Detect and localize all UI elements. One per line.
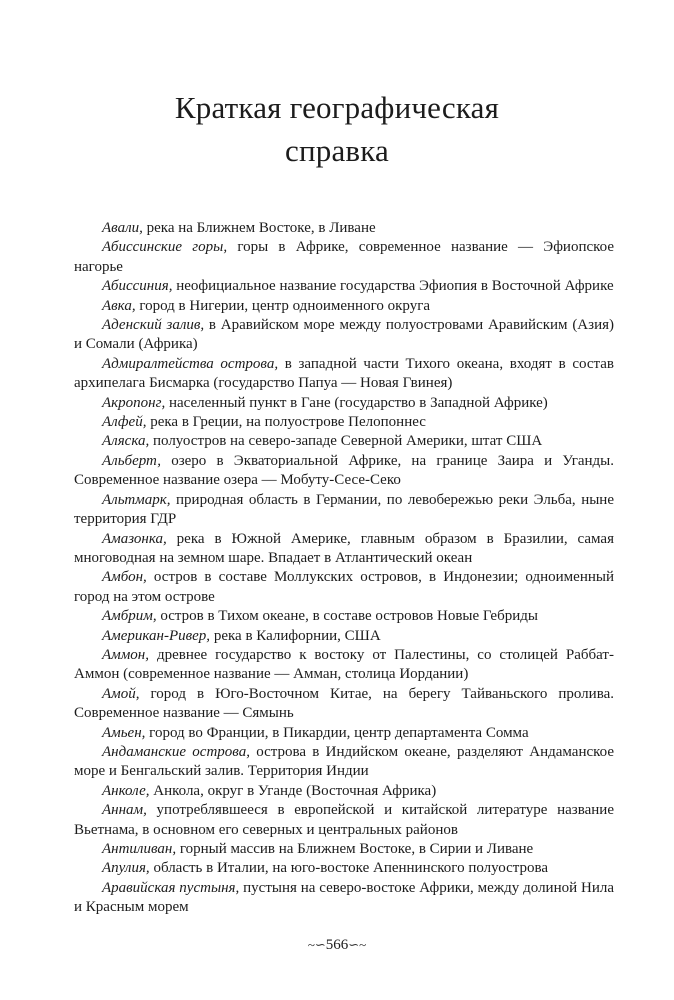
glossary-entry xyxy=(74,413,614,432)
entry-definition: город в Нигерии, центр одноименного округа xyxy=(135,297,431,314)
entry-definition: в западной части Тихого океана, входят в состав архипелага Бисмарка (государство Папуа — Новая Гвинея) xyxy=(74,355,614,392)
entry-definition: река в Южной Америке, главным образом в Бразилии, самая многоводная на земном шаре. Впадает в Атлантический океан xyxy=(74,530,614,566)
entry-definition: город во Франции, в Пикардии, центр департамента Сомма xyxy=(145,724,529,741)
glossary-entry xyxy=(74,432,614,451)
glossary-entry xyxy=(74,743,614,782)
entry-definition: река в Калифорнии, США xyxy=(210,627,381,644)
entry-term: Американ-Ривер, xyxy=(102,627,211,644)
entry-definition: горы в Африке, современное название — Эфиопское нагорье xyxy=(74,239,614,275)
glossary-entry xyxy=(74,530,614,569)
glossary-entry xyxy=(74,879,614,918)
entry-term: Авали, xyxy=(102,220,143,236)
entry-definition: древнее государство к востоку от Палестины, со столицей Раббат-Аммон (современное название — Амман, столица Иордании) xyxy=(74,646,614,683)
entry-term: Алфей, xyxy=(102,414,147,431)
entry-definition: остров в составе Моллукских островов, в Индонезии; одноименный город на этом острове xyxy=(74,569,614,605)
glossary-entry xyxy=(74,355,614,394)
entry-term: Анколе, xyxy=(102,782,150,799)
entry-definition: неофициальное название государства Эфиопия в Восточной Африке xyxy=(172,278,614,295)
entry-term: Амбон, xyxy=(102,569,147,586)
entry-definition: горный массив на Ближнем Востоке, в Сирии и Ливане xyxy=(176,841,534,857)
entry-term: Аденский залив, xyxy=(102,317,205,334)
entry-definition: остров в Тихом океане, в составе островов Новые Гебриды xyxy=(156,608,538,625)
entry-term: Акропонг, xyxy=(102,394,166,411)
entry-term: Альтмарк, xyxy=(102,491,171,508)
entry-term: Абиссинские горы, xyxy=(102,239,228,256)
entry-definition: полуостров на северо-западе Северной Америки, штат США xyxy=(149,433,543,450)
entry-definition: в Аравийском море между полуостровами Аравийским (Азия) и Сомали (Африка) xyxy=(74,317,614,353)
ornament-right-icon: ∽~ xyxy=(348,937,367,952)
glossary-entry xyxy=(74,782,614,801)
glossary-entry xyxy=(74,607,614,626)
glossary-entry xyxy=(74,238,614,277)
entry-term: Антиливан, xyxy=(102,841,177,857)
entry-term: Амбрим, xyxy=(102,608,157,625)
entry-term: Амой, xyxy=(102,685,140,702)
glossary-entries xyxy=(74,219,614,918)
glossary-entry xyxy=(74,646,614,685)
glossary-entry xyxy=(74,724,614,743)
entry-term: Аммон, xyxy=(102,646,149,663)
entry-term: Апулия, xyxy=(102,860,150,877)
glossary-entry xyxy=(74,627,614,646)
page-footer xyxy=(0,935,674,955)
glossary-entry xyxy=(74,297,614,316)
page-title xyxy=(0,86,674,172)
entry-definition: острова в Индийском океане, разделяют Андаманское море и Бенгальский залив. Территория Индии xyxy=(74,743,614,780)
glossary-entry xyxy=(74,219,614,238)
entry-definition: пустыня на северо-востоке Африки, между долиной Нила и Красным морем xyxy=(74,879,614,916)
glossary-entry xyxy=(74,277,614,296)
entry-definition: город в Юго-Восточном Китае, на берегу Тайваньского пролива. Современное название — Сямынь xyxy=(74,685,614,722)
entry-term: Адмиралтейства острова, xyxy=(102,355,279,372)
glossary-entry xyxy=(74,394,614,413)
glossary-entry xyxy=(74,568,614,607)
ornament-left-icon: ~∽ xyxy=(307,937,326,952)
entry-term: Амьен, xyxy=(102,724,146,741)
entry-term: Аляска, xyxy=(102,433,150,450)
glossary-entry xyxy=(74,859,614,878)
glossary-entry xyxy=(74,840,614,859)
entry-definition: населенный пункт в Гане (государство в Западной Африке) xyxy=(165,394,548,411)
entry-term: Аннам, xyxy=(102,802,147,819)
title-line-2: справка xyxy=(285,133,389,168)
glossary-entry xyxy=(74,685,614,724)
entry-term: Альберт, xyxy=(102,452,161,469)
glossary-entry xyxy=(74,801,614,840)
glossary-entry xyxy=(74,491,614,530)
entry-definition: Анкола, округ в Уганде (Восточная Африка) xyxy=(149,782,437,799)
entry-term: Амазонка, xyxy=(102,530,167,547)
entry-definition: река в Греции, на полуострове Пелопоннес xyxy=(146,414,426,431)
entry-term: Аравийская пустыня, xyxy=(102,879,240,896)
entry-term: Андаманские острова, xyxy=(102,743,250,760)
entry-term: Авка, xyxy=(102,297,136,314)
entry-definition: область в Италии, на юго-востоке Апеннинского полуострова xyxy=(149,860,549,877)
glossary-entry xyxy=(74,452,614,491)
entry-definition: употреблявшееся в европейской и китайской литературе название Вьетнама, в основном его северных и центральных районов xyxy=(74,802,614,838)
entry-term: Абиссиния, xyxy=(102,278,173,295)
entry-definition: река на Ближнем Востоке, в Ливане xyxy=(142,220,376,236)
glossary-entry xyxy=(74,316,614,355)
entry-definition: озеро в Экваториальной Африке, на границе Заира и Уганды. Современное название озера — Мобуту-Сесе-Секо xyxy=(74,452,614,489)
entry-definition: природная область в Германии, по левобережью реки Эльба, ныне территория ГДР xyxy=(74,491,614,528)
title-line-1: Краткая географическая xyxy=(174,90,500,125)
page-number: 566 xyxy=(325,937,349,953)
